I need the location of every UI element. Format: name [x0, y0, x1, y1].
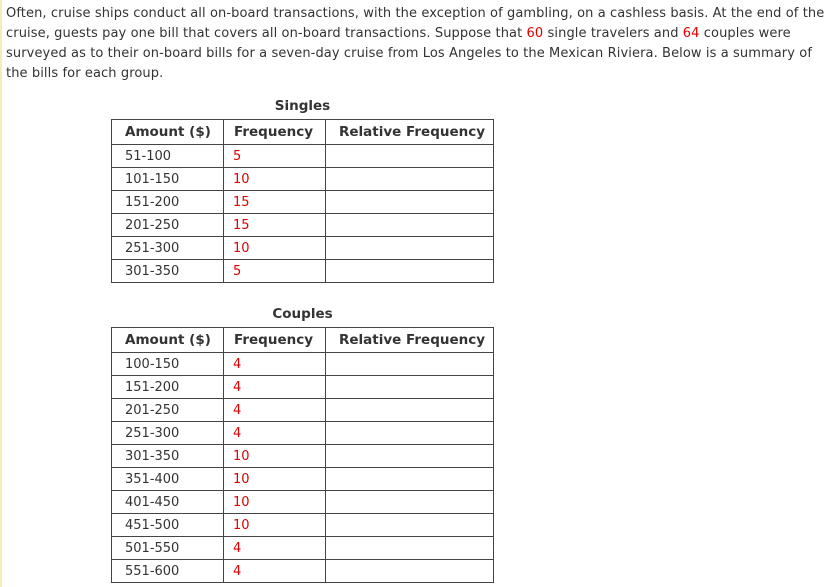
frequency-cell: 4: [224, 376, 326, 399]
relative-frequency-cell[interactable]: [326, 214, 494, 237]
table-header-row: [112, 120, 494, 145]
frequency-cell: 4: [224, 422, 326, 445]
relative-frequency-cell[interactable]: [326, 537, 494, 560]
relative-frequency-cell[interactable]: [326, 260, 494, 283]
relative-frequency-header: Relative Frequency: [326, 328, 494, 353]
table-header-row: [112, 328, 494, 353]
couples-count: 64: [682, 26, 700, 41]
relative-frequency-cell[interactable]: [326, 560, 494, 583]
frequency-cell: 4: [224, 399, 326, 422]
table-row: [112, 353, 494, 376]
relative-frequency-cell[interactable]: [326, 376, 494, 399]
frequency-cell: 4: [224, 353, 326, 376]
amount-cell: 301-350: [112, 260, 224, 283]
table-row: [112, 376, 494, 399]
couples-table-title: Couples: [272, 306, 333, 322]
amount-cell: 151-200: [112, 191, 224, 214]
table-row: [112, 491, 494, 514]
relative-frequency-cell[interactable]: [326, 514, 494, 537]
amount-cell: 201-250: [112, 399, 224, 422]
frequency-cell: 10: [224, 468, 326, 491]
intro-text-2: single travelers and: [543, 26, 683, 41]
amount-cell: 201-250: [112, 214, 224, 237]
frequency-cell: 10: [224, 491, 326, 514]
relative-frequency-cell[interactable]: [326, 491, 494, 514]
amount-cell: 101-150: [112, 168, 224, 191]
relative-frequency-cell[interactable]: [326, 468, 494, 491]
amount-cell: 51-100: [112, 145, 224, 168]
relative-frequency-cell[interactable]: [326, 237, 494, 260]
frequency-cell: 4: [224, 537, 326, 560]
frequency-cell: 10: [224, 237, 326, 260]
table-row: [112, 422, 494, 445]
relative-frequency-cell[interactable]: [326, 191, 494, 214]
amount-cell: 501-550: [112, 537, 224, 560]
relative-frequency-cell[interactable]: [326, 353, 494, 376]
table-row: [112, 468, 494, 491]
table-row: [112, 260, 494, 283]
problem-statement: [6, 4, 836, 84]
frequency-cell: 5: [224, 260, 326, 283]
amount-cell: 551-600: [112, 560, 224, 583]
intro-text-1: Often, cruise ships conduct all on-board transactions, with the exception of gambling, on a cashless basis. At the end of the cruise, guests pay one bill that covers all on-board transactions. Suppose that: [6, 6, 825, 41]
relative-frequency-cell[interactable]: [326, 168, 494, 191]
frequency-header: Frequency: [224, 120, 326, 145]
frequency-header: Frequency: [224, 328, 326, 353]
table-row: [112, 445, 494, 468]
relative-frequency-cell[interactable]: [326, 445, 494, 468]
table-row: [112, 214, 494, 237]
table-row: [112, 514, 494, 537]
frequency-cell: 10: [224, 168, 326, 191]
frequency-cell: 15: [224, 191, 326, 214]
amount-cell: 100-150: [112, 353, 224, 376]
table-row: [112, 560, 494, 583]
frequency-cell: 10: [224, 445, 326, 468]
singles-table-title: Singles: [274, 98, 331, 114]
intro-text-3: couples were surveyed as to their on-board bills for a seven-day cruise from Los Angeles to the Mexican Riviera. Below is a summary of the bills for each group.: [6, 26, 813, 81]
table-row: [112, 168, 494, 191]
table-row: [112, 145, 494, 168]
couples-table-body: [112, 353, 494, 583]
relative-frequency-header: Relative Frequency: [326, 120, 494, 145]
amount-cell: 251-300: [112, 237, 224, 260]
frequency-cell: 4: [224, 560, 326, 583]
singles-table: [111, 119, 494, 283]
singles-table-body: [112, 145, 494, 283]
table-row: [112, 399, 494, 422]
amount-cell: 401-450: [112, 491, 224, 514]
relative-frequency-cell[interactable]: [326, 399, 494, 422]
singles-count: 60: [526, 26, 544, 41]
table-row: [112, 537, 494, 560]
couples-table: [111, 327, 494, 583]
amount-cell: 301-350: [112, 445, 224, 468]
relative-frequency-cell[interactable]: [326, 145, 494, 168]
frequency-cell: 10: [224, 514, 326, 537]
table-row: [112, 191, 494, 214]
frequency-cell: 5: [224, 145, 326, 168]
amount-header: Amount ($): [112, 120, 224, 145]
table-row: [112, 237, 494, 260]
amount-cell: 151-200: [112, 376, 224, 399]
amount-cell: 351-400: [112, 468, 224, 491]
amount-cell: 251-300: [112, 422, 224, 445]
amount-cell: 451-500: [112, 514, 224, 537]
amount-header: Amount ($): [112, 328, 224, 353]
relative-frequency-cell[interactable]: [326, 422, 494, 445]
frequency-cell: 15: [224, 214, 326, 237]
